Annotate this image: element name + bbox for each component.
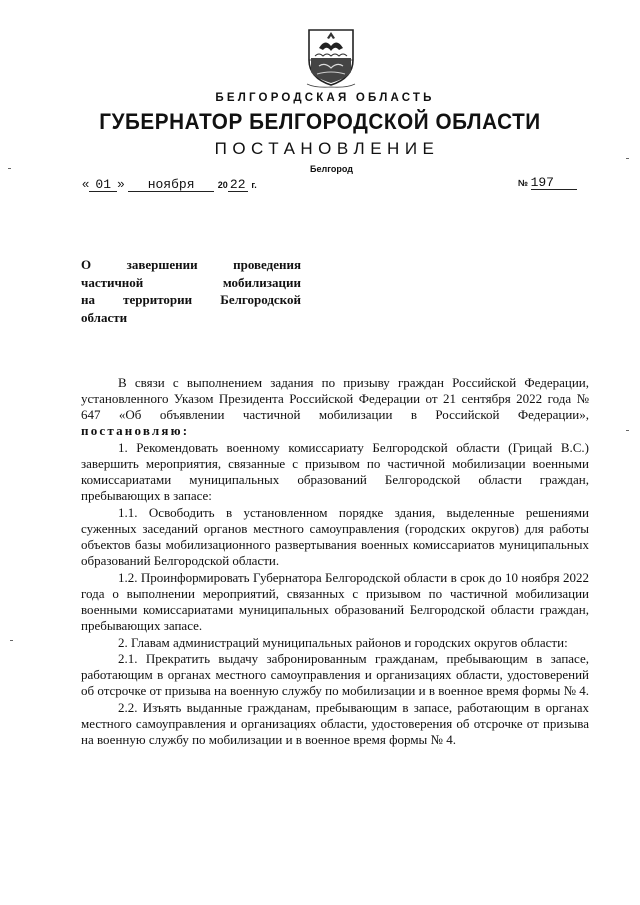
paragraph-2: 2. Главам администраций муниципальных районов и городских округов области:	[118, 634, 568, 650]
number-label: №	[518, 178, 529, 188]
document-subject	[81, 256, 301, 326]
document-date	[82, 176, 257, 192]
number-value: 197	[531, 176, 577, 190]
date-year-unit: г.	[251, 180, 257, 190]
issuer-title: ГУБЕРНАТОР БЕЛГОРОДСКОЙ ОБЛАСТИ	[99, 109, 541, 134]
date-day: 01	[89, 178, 117, 192]
date-open-quote: «	[82, 176, 90, 191]
subject-line: области	[81, 309, 128, 325]
scan-speck	[626, 430, 629, 431]
preamble-paragraph	[81, 375, 589, 439]
city-name: Белгород	[310, 164, 353, 174]
scan-speck	[8, 168, 11, 169]
paragraph-1: 1. Рекомендовать военному комиссариату Белгородской области (Грицай В.С.) завершить мероприятия, связанные с призывом по частичной мобилизации военными комиссариатами муниципальных образований Белгородской области граждан, пребывающих в запасе:	[81, 439, 589, 504]
date-close-quote: »	[117, 176, 125, 191]
coat-of-arms-icon	[305, 26, 357, 88]
document-number	[518, 176, 577, 190]
document-type: ПОСТАНОВЛЕНИЕ	[214, 139, 440, 158]
date-month: ноября	[128, 178, 214, 192]
subject-line: частичной мобилизации	[81, 274, 301, 290]
document-body	[81, 375, 589, 748]
decree-word: постановляю:	[81, 423, 190, 439]
subject-line: О завершении проведения	[81, 257, 301, 272]
date-year-prefix: 20	[217, 180, 228, 190]
paragraph-2-2: 2.2. Изъять выданные гражданам, пребывающим в запасе, работающим в органах местного самоуправления и организациях области, удостоверения об отсрочке от призыва на военную службу по мобилизации и в военное время формы № 4.	[81, 699, 589, 748]
paragraph-1-2: 1.2. Проинформировать Губернатора Белгородской области в срок до 10 ноября 2022 года о выполнении мероприятий, связанных с призывом по частичной мобилизации военными комиссариатами муниципальных образований Белгородской области граждан, пребывающих запасе.	[81, 569, 589, 633]
paragraph-1-1: 1.1. Освободить в установленном порядке здания, выделенные решениями суженных заседаний органов местного самоуправления (городских округов) для работы объектов базы мобилизационного развертывания военных комиссариатов муниципальных образований Белгородской области.	[81, 504, 589, 569]
preamble-text: В связи с выполнением задания по призыву граждан Российской Федерации, установленного Указом Президента Российской Федерации от 21 сентября 2022 года № 647 «Об объявлении частичной мобилизации в Российской Федерации»,	[81, 375, 589, 423]
subject-line: на территории Белгородской	[81, 292, 301, 307]
scan-speck	[10, 640, 13, 641]
paragraph-2-1: 2.1. Прекратить выдачу забронированным гражданам, пребывающим в запасе, работающим в органах местного самоуправления и организациях области, удостоверений об отсрочке от призыва на военную службу по мобилизации и в военное время формы № 4.	[81, 651, 589, 699]
date-year-suffix: 22	[228, 178, 248, 192]
region-name: БЕЛГОРОДСКАЯ ОБЛАСТЬ	[215, 92, 435, 104]
scan-speck	[626, 158, 629, 159]
